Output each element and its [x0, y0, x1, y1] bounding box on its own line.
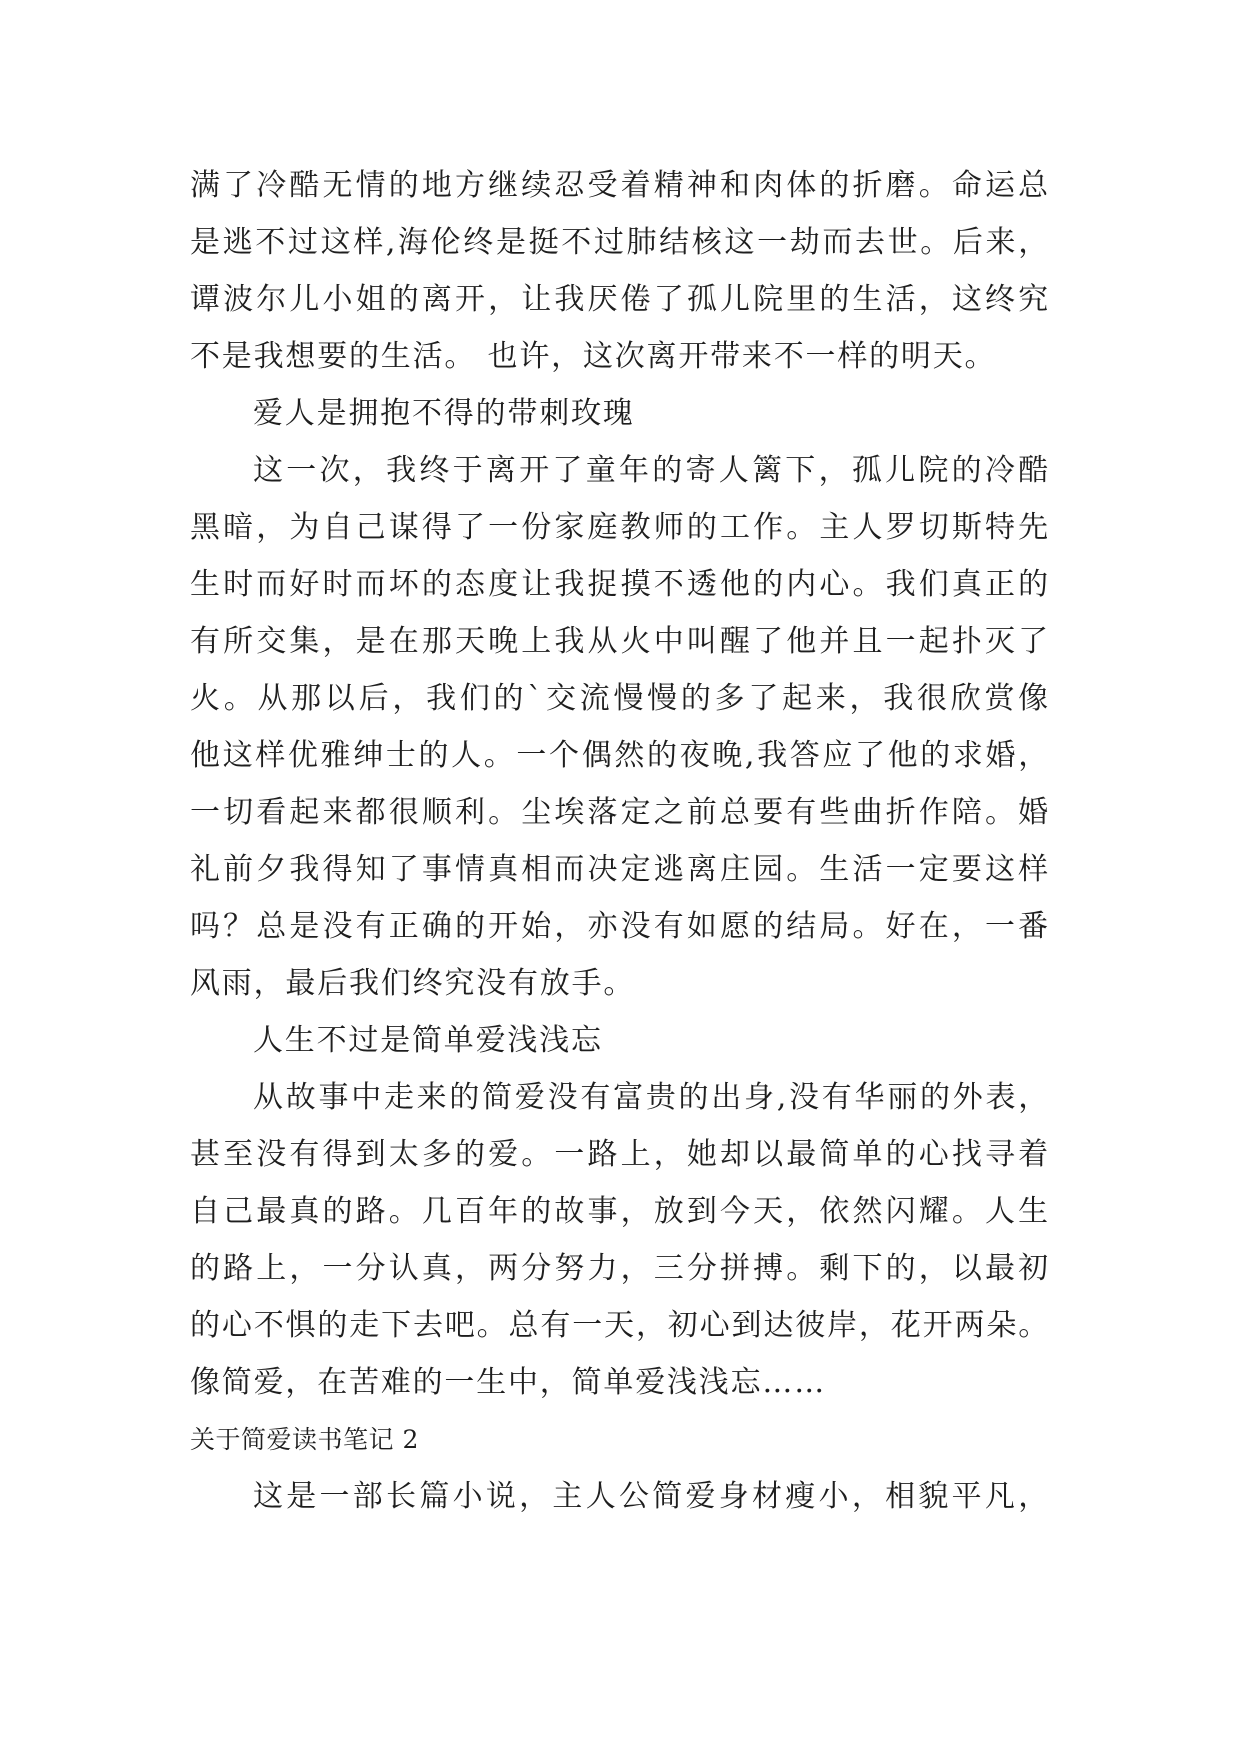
paragraph-line: 像简爱，在苦难的一生中，简单爱浅浅忘……: [190, 1365, 826, 1400]
paragraph-line: 的路上，一分认真，两分努力，三分拼搏。剩下的，以最初: [190, 1251, 1050, 1286]
paragraph-line: 生时而好时而坏的态度让我捉摸不透他的内心。我们真正的: [190, 567, 1050, 602]
paragraph-line: 一切看起来都很顺利。尘埃落定之前总要有些曲折作陪。婚: [190, 795, 1050, 830]
paragraph-line: 是逃不过这样,海伦终是挺不过肺结核这一劫而去世。后来，: [190, 225, 1050, 260]
paragraph-line: 从故事中走来的简爱没有富贵的出身,没有华丽的外表，: [253, 1080, 1050, 1115]
paragraph-line: 风雨，最后我们终究没有放手。: [190, 966, 636, 1001]
paragraph-line: 他这样优雅绅士的人。一个偶然的夜晚,我答应了他的求婚，: [190, 738, 1050, 773]
paragraph-line: 这是一部长篇小说，主人公简爱身材瘦小，相貌平凡，: [253, 1479, 1050, 1514]
paragraph-line: 不是我想要的生活。 也许，这次离开带来不一样的明天。: [190, 339, 997, 374]
paragraph-line: 谭波尔儿小姐的离开，让我厌倦了孤儿院里的生活，这终究: [190, 282, 1050, 317]
document-heading: 关于简爱读书笔记 2: [190, 1425, 419, 1454]
section-subtitle: 人生不过是简单爱浅浅忘: [253, 1023, 603, 1058]
paragraph-line: 满了冷酷无情的地方继续忍受着精神和肉体的折磨。命运总: [190, 168, 1050, 203]
section-subtitle: 爱人是拥抱不得的带刺玫瑰: [253, 396, 635, 431]
paragraph-line: 自己最真的路。几百年的故事，放到今天，依然闪耀。人生: [190, 1194, 1050, 1229]
paragraph-line: 这一次，我终于离开了童年的寄人篱下，孤儿院的冷酷: [253, 453, 1050, 488]
paragraph-line: 吗？总是没有正确的开始，亦没有如愿的结局。好在，一番: [190, 909, 1050, 944]
paragraph-line: 礼前夕我得知了事情真相而决定逃离庄园。生活一定要这样: [190, 852, 1050, 887]
document-body: [190, 157, 1050, 1525]
paragraph-line: 黑暗，为自己谋得了一份家庭教师的工作。主人罗切斯特先: [190, 510, 1050, 545]
paragraph-line: 甚至没有得到太多的爱。一路上，她却以最简单的心找寻着: [190, 1137, 1050, 1172]
paragraph-line: 火。从那以后，我们的`交流慢慢的多了起来，我很欣赏像: [190, 681, 1050, 716]
paragraph-line: 的心不惧的走下去吧。总有一天，初心到达彼岸，花开两朵。: [190, 1308, 1050, 1343]
paragraph-line: 有所交集，是在那天晚上我从火中叫醒了他并且一起扑灭了: [190, 624, 1050, 659]
